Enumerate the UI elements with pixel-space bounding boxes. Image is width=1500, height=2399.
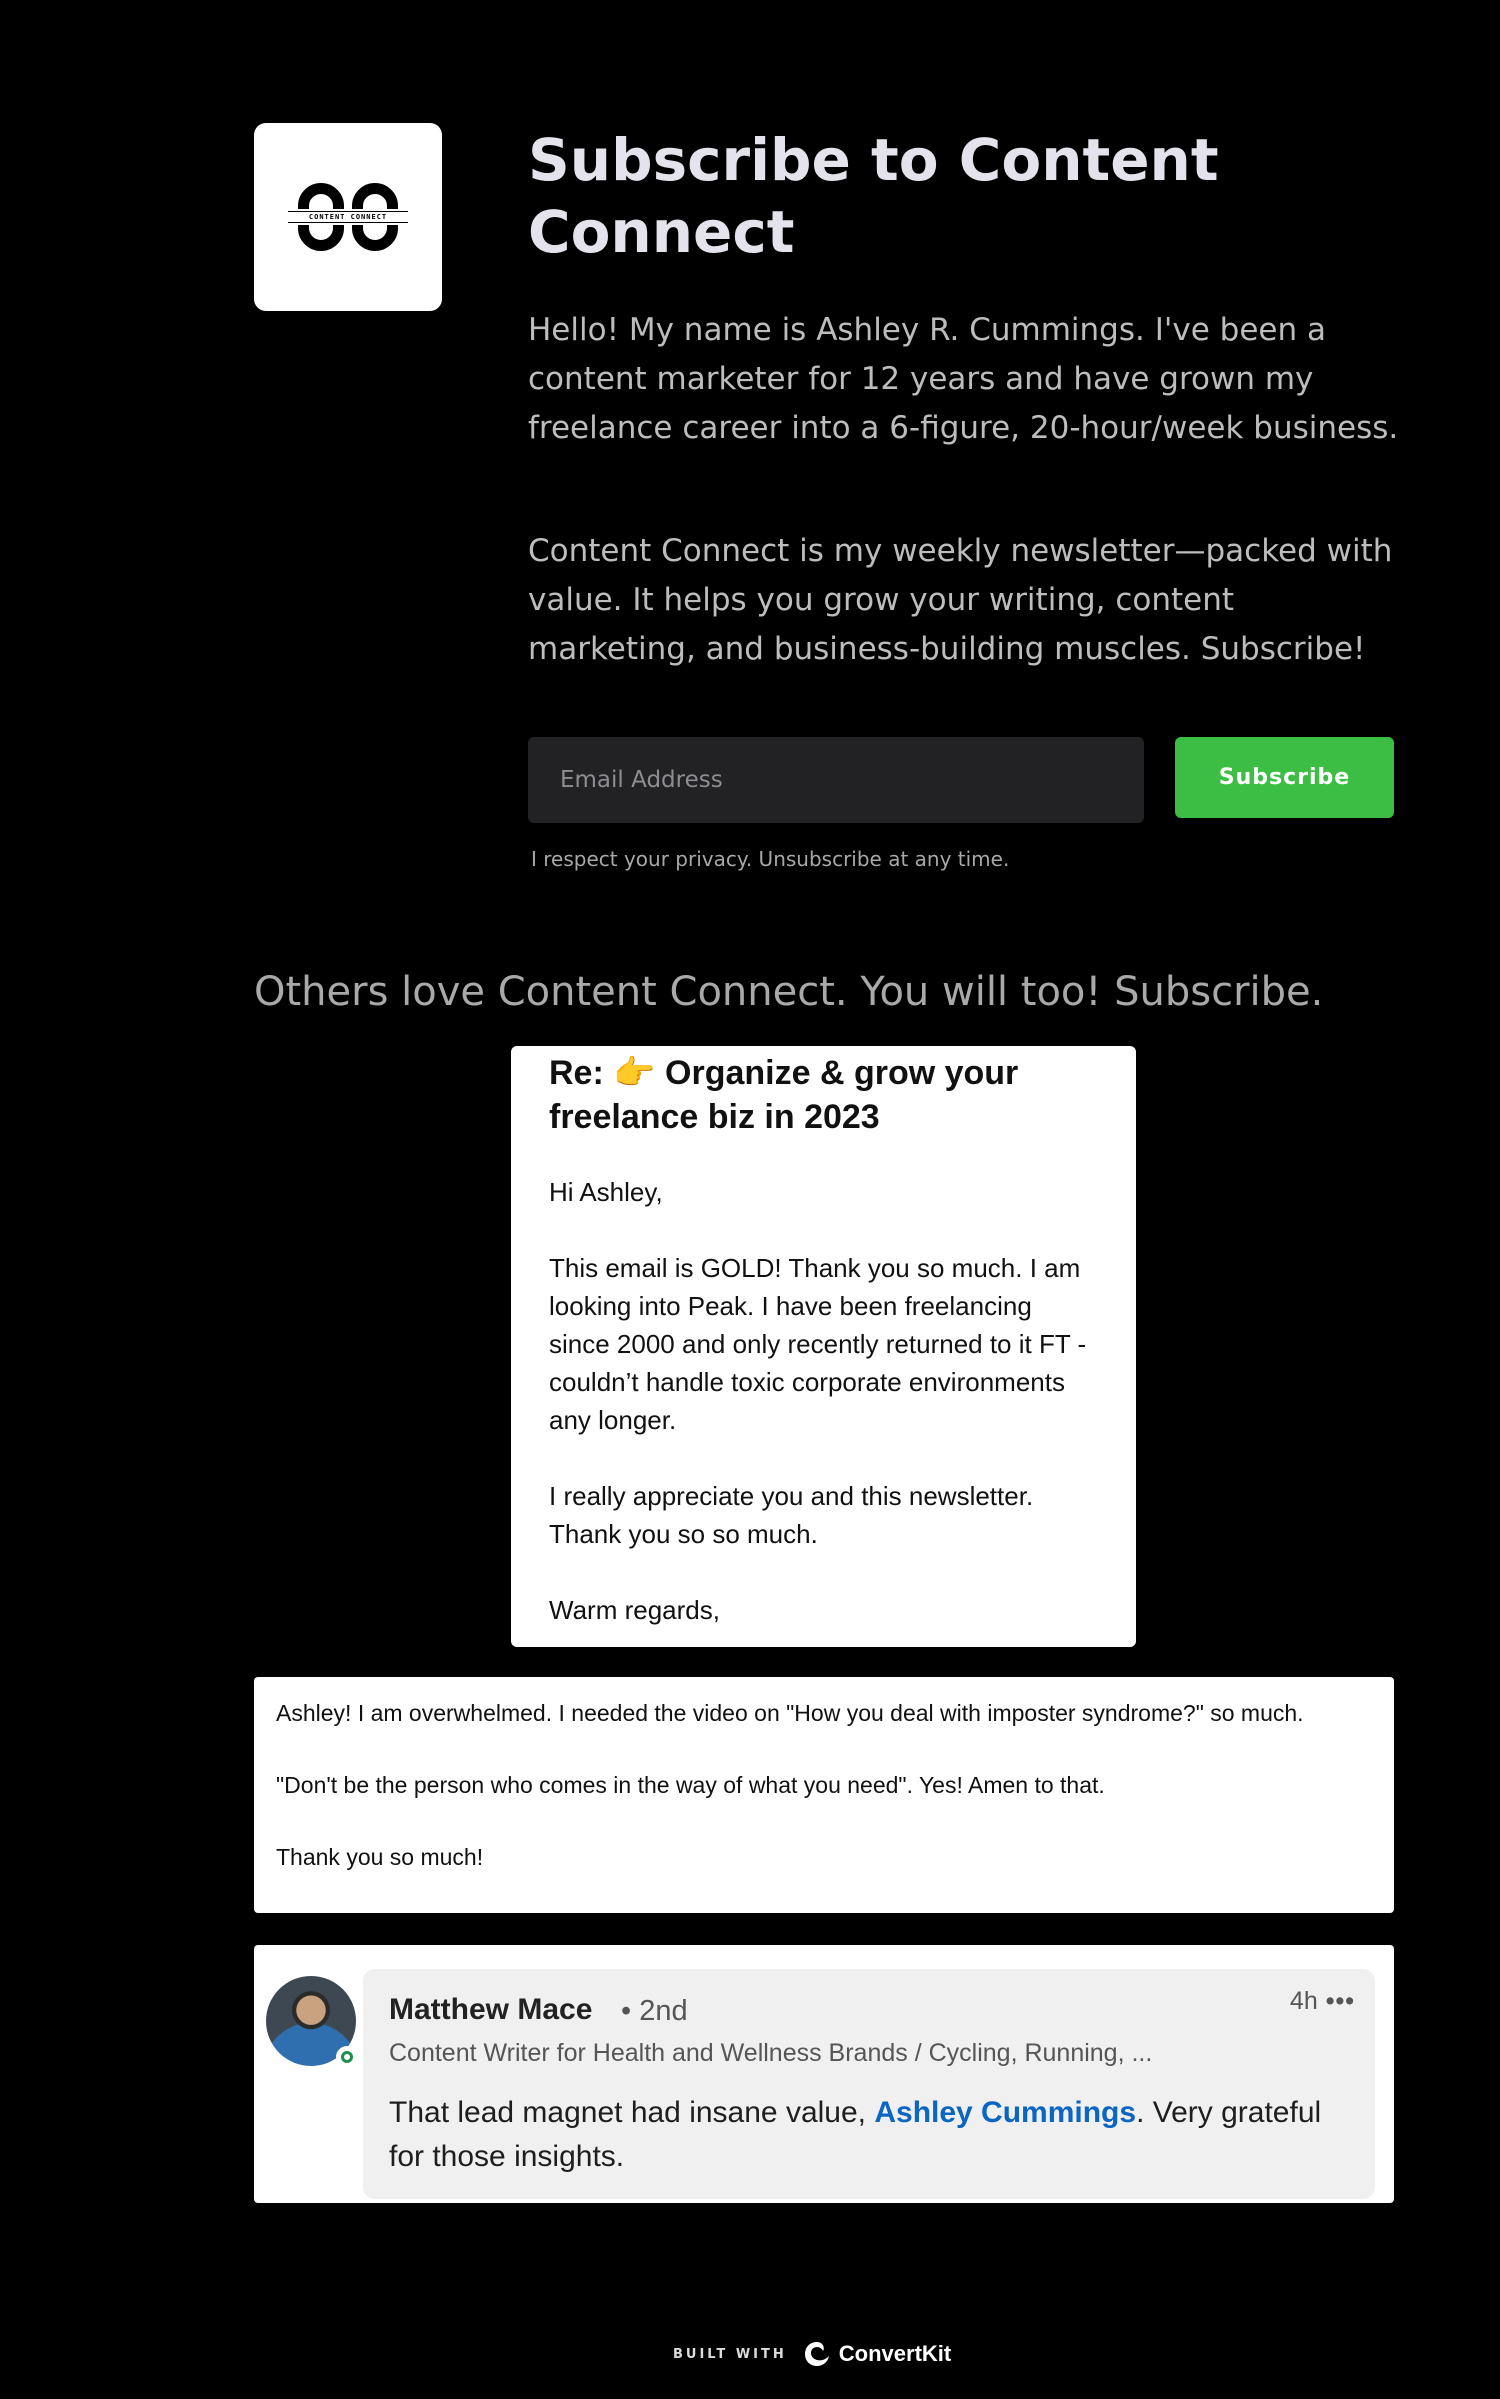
message-line-1: Ashley! I am overwhelmed. I needed the video on "How you deal with imposter syndrome?" so much. bbox=[276, 1700, 1304, 1726]
connection-degree: • 2nd bbox=[621, 1995, 688, 2027]
logo-mark bbox=[288, 177, 408, 257]
privacy-note: I respect your privacy. Unsubscribe at any time. bbox=[531, 847, 1010, 871]
email-paragraph-1: This email is GOLD! Thank you so much. I am looking into Peak. I have been freelancing since 2000 and only recently returned to it FT - couldn’t handle toxic corporate environments any longer. bbox=[549, 1253, 1087, 1435]
built-with-convertkit[interactable] bbox=[673, 2334, 951, 2374]
more-options-icon: ••• bbox=[1325, 1987, 1355, 2015]
page-title: Subscribe to Content Connect bbox=[528, 126, 1219, 266]
online-status-icon bbox=[336, 2046, 358, 2068]
intro-paragraph-2: Content Connect is my weekly newsletter—packed with value. It helps you grow your writing, content marketing, and business-building muscles. Subscribe! bbox=[528, 533, 1393, 667]
email-paragraph-2: I really appreciate you and this newsletter. Thank you so so much. bbox=[549, 1481, 1034, 1549]
email-subject: Re: 👉 Organize & grow your freelance biz in 2023 bbox=[549, 1054, 1019, 1136]
testimonial-message-card bbox=[254, 1677, 1394, 1913]
convertkit-logo-icon bbox=[801, 2338, 833, 2370]
message-line-2: "Don't be the person who comes in the way of what you need". Yes! Amen to that. bbox=[276, 1772, 1105, 1798]
intro-paragraph-1: Hello! My name is Ashley R. Cummings. I've been a content marketer for 12 years and have grown my freelance career into a 6-figure, 20-hour/week business. bbox=[528, 312, 1399, 446]
logo-text: CONTENT CONNECT bbox=[308, 213, 388, 221]
testimonials-tagline: Others love Content Connect. You will too! Subscribe. bbox=[254, 969, 1324, 1015]
comment-time: 4h ••• bbox=[1289, 1987, 1355, 2015]
commenter-name: Matthew Mace bbox=[389, 1993, 593, 2026]
email-input[interactable] bbox=[528, 737, 1144, 823]
comment-text: That lead magnet had insane value, Ashley Cummings. Very grateful for those insights. bbox=[389, 2096, 1322, 2173]
testimonial-email-card bbox=[511, 1046, 1136, 1647]
commenter-headline: Content Writer for Health and Wellness Brands / Cycling, Running, ... bbox=[389, 2039, 1153, 2067]
mention-link: Ashley Cummings bbox=[874, 2096, 1137, 2129]
convertkit-brand: ConvertKit bbox=[838, 2341, 952, 2366]
email-greeting: Hi Ashley, bbox=[549, 1177, 663, 1207]
logo bbox=[254, 123, 442, 311]
email-signoff: Warm regards, bbox=[549, 1595, 720, 1625]
testimonial-comment-card bbox=[254, 1945, 1394, 2203]
subscribe-button[interactable]: Subscribe bbox=[1175, 737, 1394, 818]
built-with-label: BUILT WITH bbox=[673, 2346, 787, 2362]
message-line-3: Thank you so much! bbox=[276, 1844, 484, 1870]
comment-bubble bbox=[363, 1969, 1375, 2199]
